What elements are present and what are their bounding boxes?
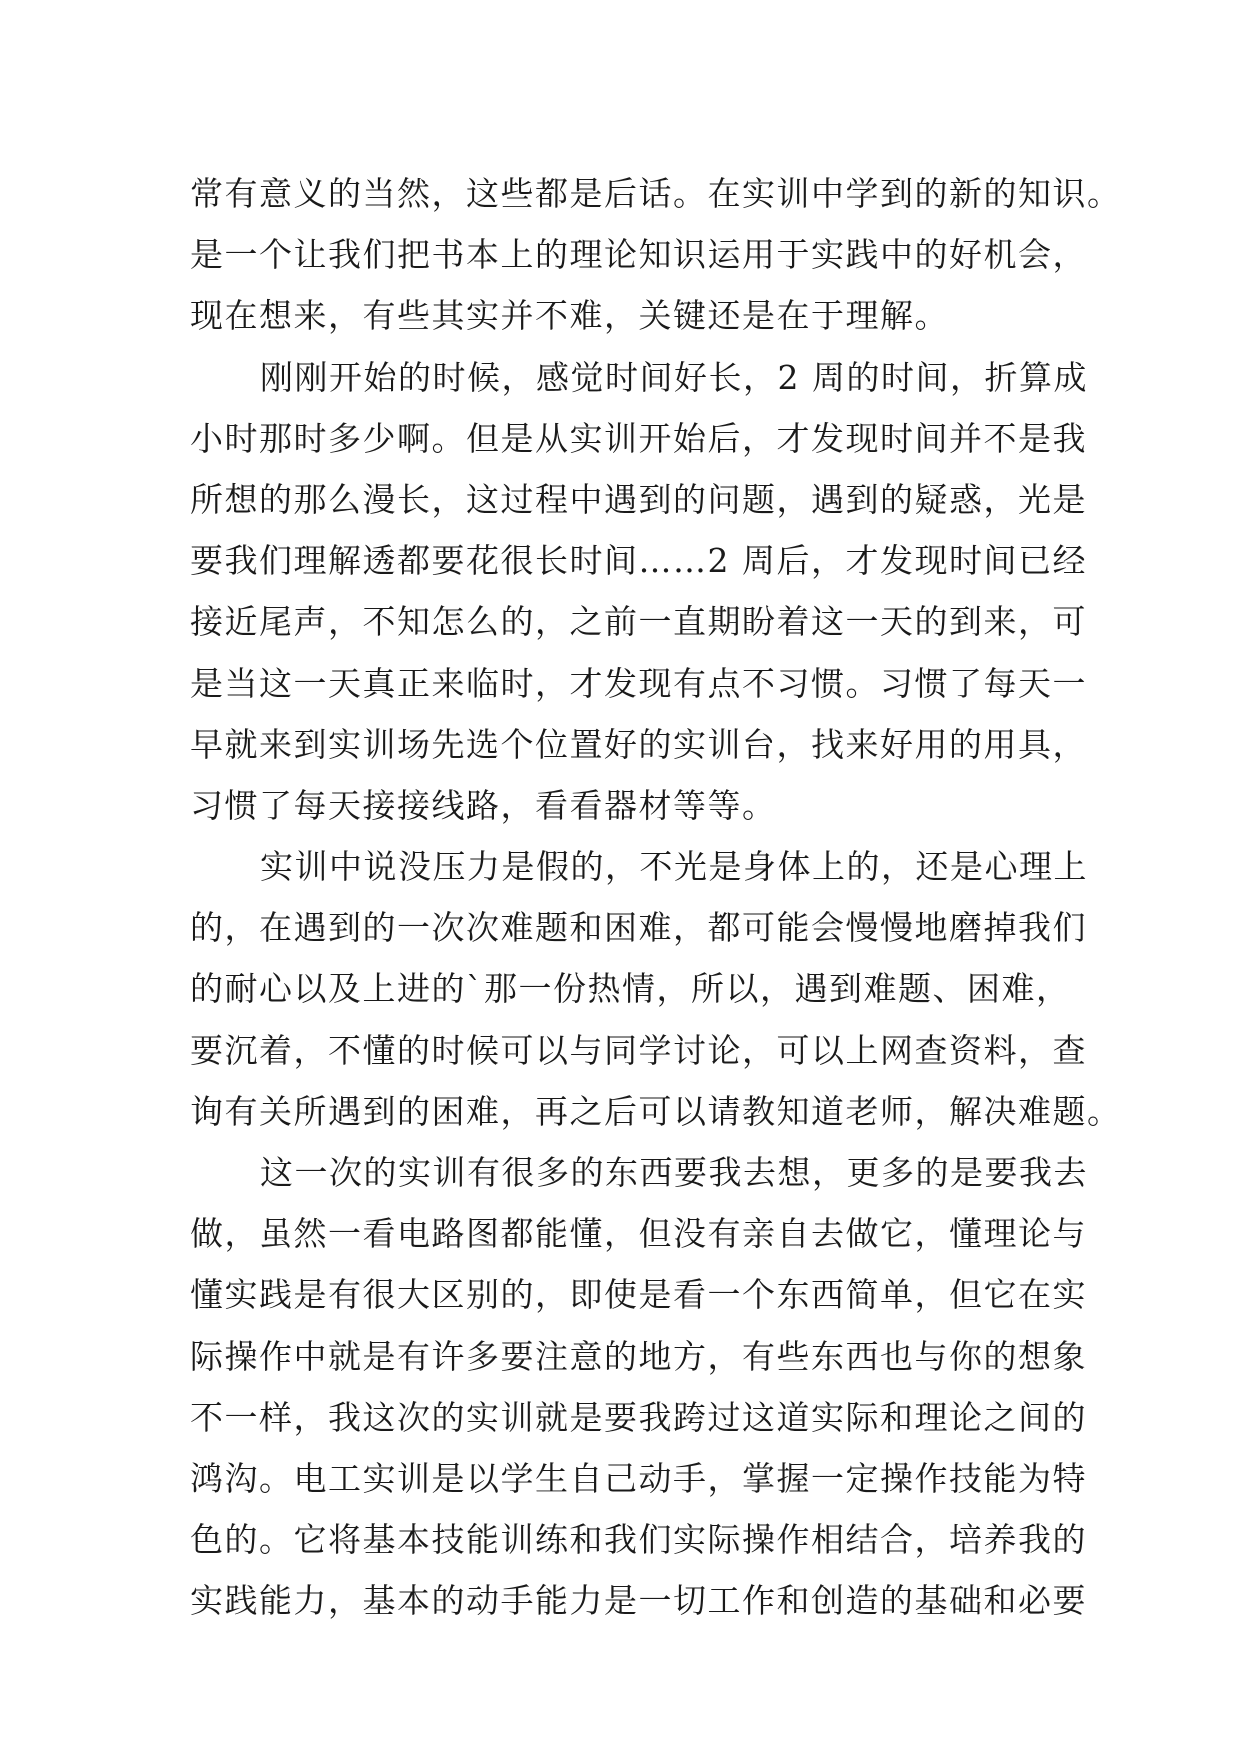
text-line: 鸿沟。电工实训是以学生自己动手，掌握一定操作技能为特 — [190, 1458, 1087, 1498]
text-line: 接近尾声，不知怎么的，之前一直期盼着这一天的到来，可 — [190, 602, 1087, 642]
text-line: 常有意义的当然，这些都是后话。在实训中学到的新的知识。 — [190, 174, 1122, 213]
body-text — [190, 163, 1122, 1632]
text-line: 实践能力，基本的动手能力是一切工作和创造的基础和必要 — [190, 1581, 1087, 1621]
text-line: 做，虽然一看电路图都能懂，但没有亲自去做它，懂理论与 — [190, 1214, 1087, 1254]
text-line: 要沉着，不懂的时候可以与同学讨论，可以上网查资料，查 — [190, 1030, 1087, 1070]
text-line: 习惯了每天接接线路，看看器材等等。 — [190, 785, 777, 825]
text-line: 色的。它将基本技能训练和我们实际操作相结合，培养我的 — [190, 1520, 1087, 1560]
text-line: 小时那时多少啊。但是从实训开始后，才发现时间并不是我 — [190, 418, 1087, 458]
text-line: 这一次的实训有很多的东西要我去想，更多的是要我去 — [260, 1153, 1088, 1192]
text-line: 实训中说没压力是假的，不光是身体上的，还是心理上 — [260, 847, 1088, 887]
text-line: 要我们理解透都要花很长时间……2 周后，才发现时间已经 — [190, 541, 1087, 581]
text-line: 现在想来，有些其实并不难，关键还是在于理解。 — [190, 296, 949, 336]
text-line: 刚刚开始的时候，感觉时间好长，2 周的时间，折算成 — [260, 357, 1088, 397]
text-line: 的，在遇到的一次次难题和困难，都可能会慢慢地磨掉我们 — [190, 908, 1087, 948]
text-line: 际操作中就是有许多要注意的地方，有些东西也与你的想象 — [190, 1336, 1087, 1376]
text-line: 不一样，我这次的实训就是要我跨过这道实际和理论之间的 — [190, 1397, 1087, 1437]
text-line: 的耐心以及上进的`那一份热情，所以，遇到难题、困难， — [190, 969, 1071, 1009]
text-line: 早就来到实训场先选个位置好的实训台，找来好用的用具， — [190, 724, 1087, 764]
text-line: 所想的那么漫长，这过程中遇到的问题，遇到的疑惑，光是 — [190, 479, 1087, 519]
text-line: 懂实践是有很大区别的，即使是看一个东西简单，但它在实 — [190, 1275, 1087, 1315]
text-line: 是一个让我们把书本上的理论知识运用于实践中的好机会， — [190, 235, 1087, 275]
text-line: 是当这一天真正来临时，才发现有点不习惯。习惯了每天一 — [190, 663, 1087, 703]
text-line: 询有关所遇到的困难，再之后可以请教知道老师，解决难题。 — [190, 1091, 1122, 1131]
